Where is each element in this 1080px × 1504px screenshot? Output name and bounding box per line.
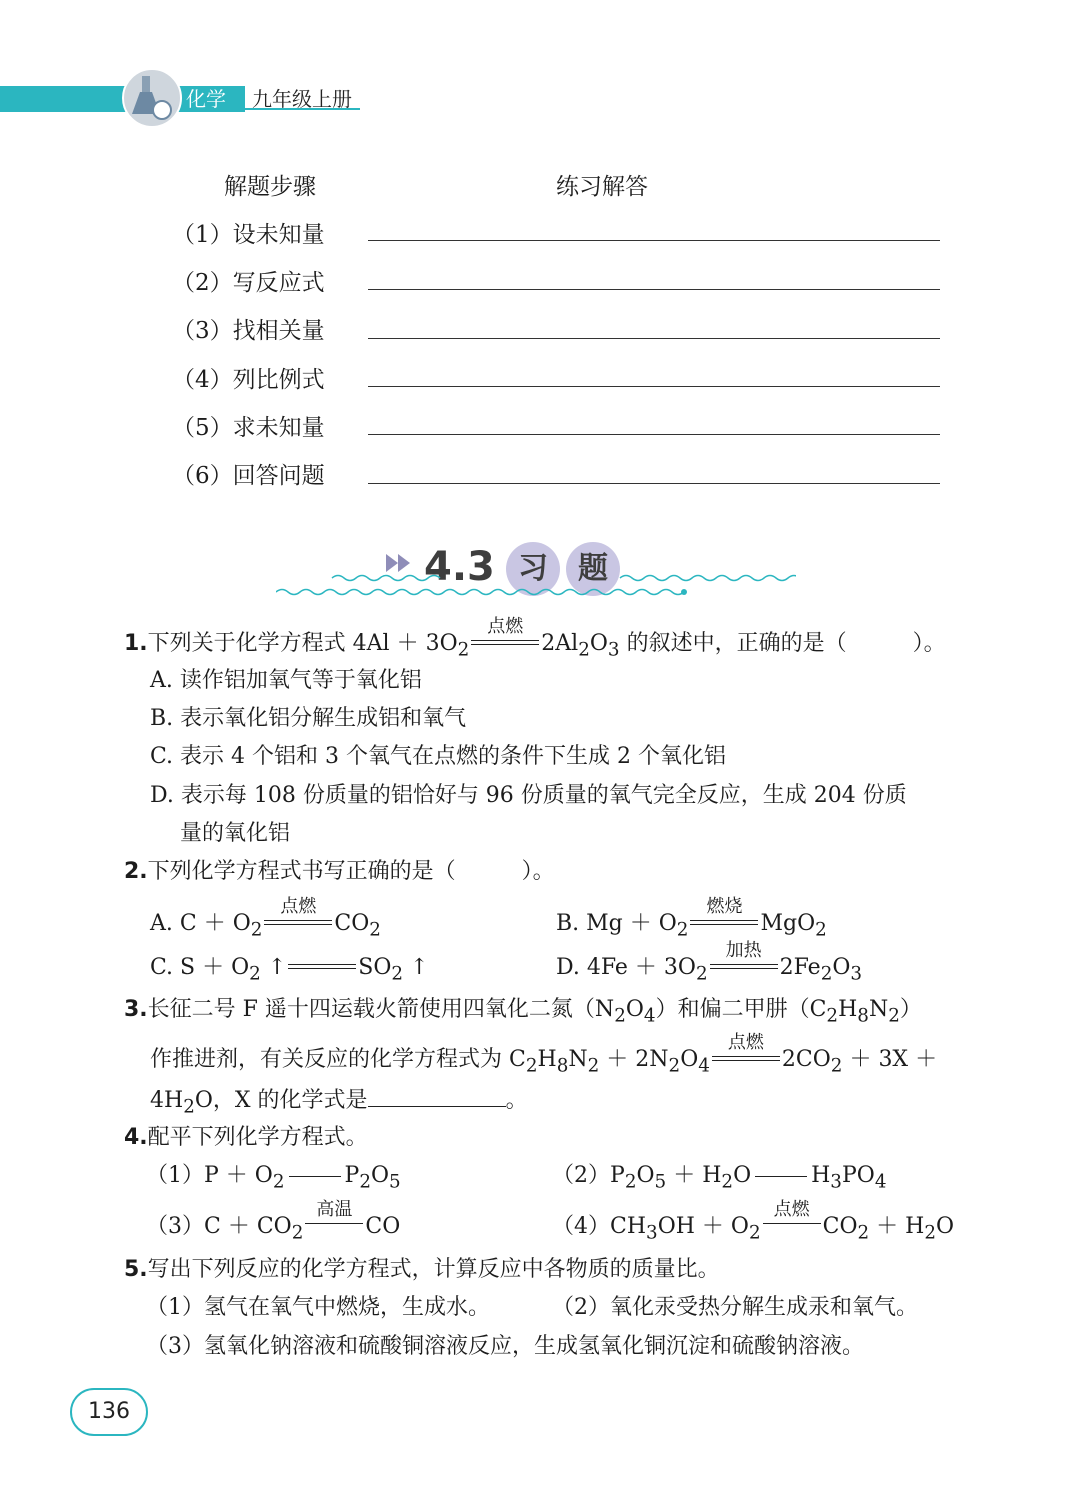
section-title-char: 习 <box>506 542 560 596</box>
q5-item-2: （2）氧化汞受热分解生成汞和氧气。 <box>552 1295 918 1320</box>
header-book-title: 九年级上册 <box>252 87 352 111</box>
q2-option-a: A. $C + O_2$ 点燃 $CO_2$ <box>150 896 381 941</box>
question-1: 1.下列关于化学方程式 $4Al + 3O_2$ 点燃 $2Al_2O_3$ 的叙述中，正确的是（ ）。 <box>124 616 946 661</box>
reaction-condition: 点燃 <box>471 637 539 651</box>
option-c: C. 表示 4 个铝和 3 个氧气在点燃的条件下生成 2 个氧化铝 <box>150 744 726 769</box>
q4-item-4: $(4)CH_3OH + O_2$ 点燃 $CO_2 + H_2O$ <box>552 1199 955 1244</box>
option-b: B. 表示氧化铝分解生成铝和氧气 <box>150 706 467 731</box>
flask-icon <box>122 68 182 128</box>
answer-line <box>368 483 940 484</box>
wave-decoration <box>276 572 796 606</box>
q2-option-d: D. $4Fe + 3O_2$ 加热 $2Fe_2O_3$ <box>556 940 863 985</box>
q5-item-3: （3）氢氧化钠溶液和硫酸铜溶液反应，生成氢氧化铜沉淀和硫酸钠溶液。 <box>146 1334 864 1359</box>
header-subject: 化学 <box>186 87 226 111</box>
q2-option-c: C. $S + O_2$ ↑ $SO_2$ ↑ <box>150 955 429 985</box>
answer-blank[interactable] <box>368 1086 506 1107</box>
question-3-line2: 作推进剂，有关反应的化学方程式为 $C_2H_8N_2 + 2N_2O_4$ 点燃 $2CO_2 + 3X$ ＋ <box>150 1032 938 1077</box>
step-label: （3）找相关量 <box>172 318 325 344</box>
question-3-line3: $4H_2O$，X 的化学式是 。 <box>150 1088 528 1118</box>
q2-option-b: B. $Mg + O_2$ 燃烧 MgO$_2$ <box>556 896 827 941</box>
answer-line <box>368 338 940 339</box>
section-title-char: 题 <box>566 542 620 596</box>
step-label: （1）设未知量 <box>172 222 325 248</box>
question-5: 5.写出下列反应的化学方程式，计算反应中各物质的质量比。 <box>124 1257 720 1282</box>
question-3: 3.长征二号 F 遥十四运载火箭使用四氧化二氮$(N_2O_4)$和偏二甲肼$(C_2H_8N_2)$ <box>124 997 922 1027</box>
column-steps-heading: 解题步骤 <box>224 174 316 200</box>
q4-item-3: $(3)C + CO_2$ 高温 CO <box>146 1199 401 1244</box>
section-number: 4.3 <box>424 544 495 590</box>
answer-line <box>368 289 940 290</box>
q4-item-1: $(1)P + O_2$ $P_2O_5$ <box>146 1163 401 1193</box>
question-2: 2.下列化学方程式书写正确的是（ ）。 <box>124 859 555 884</box>
answer-line <box>368 434 940 435</box>
step-label: （5）求未知量 <box>172 415 325 441</box>
q4-item-2: $(2)P_2O_5 + H_2O$ $H_3PO_4$ <box>552 1163 887 1193</box>
step-label: （4）列比例式 <box>172 367 325 393</box>
step-label: （6）回答问题 <box>172 463 325 489</box>
question-4: 4.配平下列化学方程式。 <box>124 1125 368 1150</box>
page-number: 136 <box>70 1388 148 1436</box>
step-label: （2）写反应式 <box>172 270 325 296</box>
option-d-cont: 量的氧化铝 <box>180 821 291 846</box>
question-number: 1. <box>124 631 148 656</box>
q5-item-1: （1）氢气在氧气中燃烧，生成水。 <box>146 1295 490 1320</box>
option-a: A. 读作铝加氧气等于氧化铝 <box>150 668 422 693</box>
option-d: D. 表示每 108 份质量的铝恰好与 96 份质量的氧气完全反应，生成 204 份质 <box>150 783 907 808</box>
answer-line <box>368 386 940 387</box>
column-answer-heading: 练习解答 <box>556 174 648 200</box>
answer-line <box>368 240 940 241</box>
